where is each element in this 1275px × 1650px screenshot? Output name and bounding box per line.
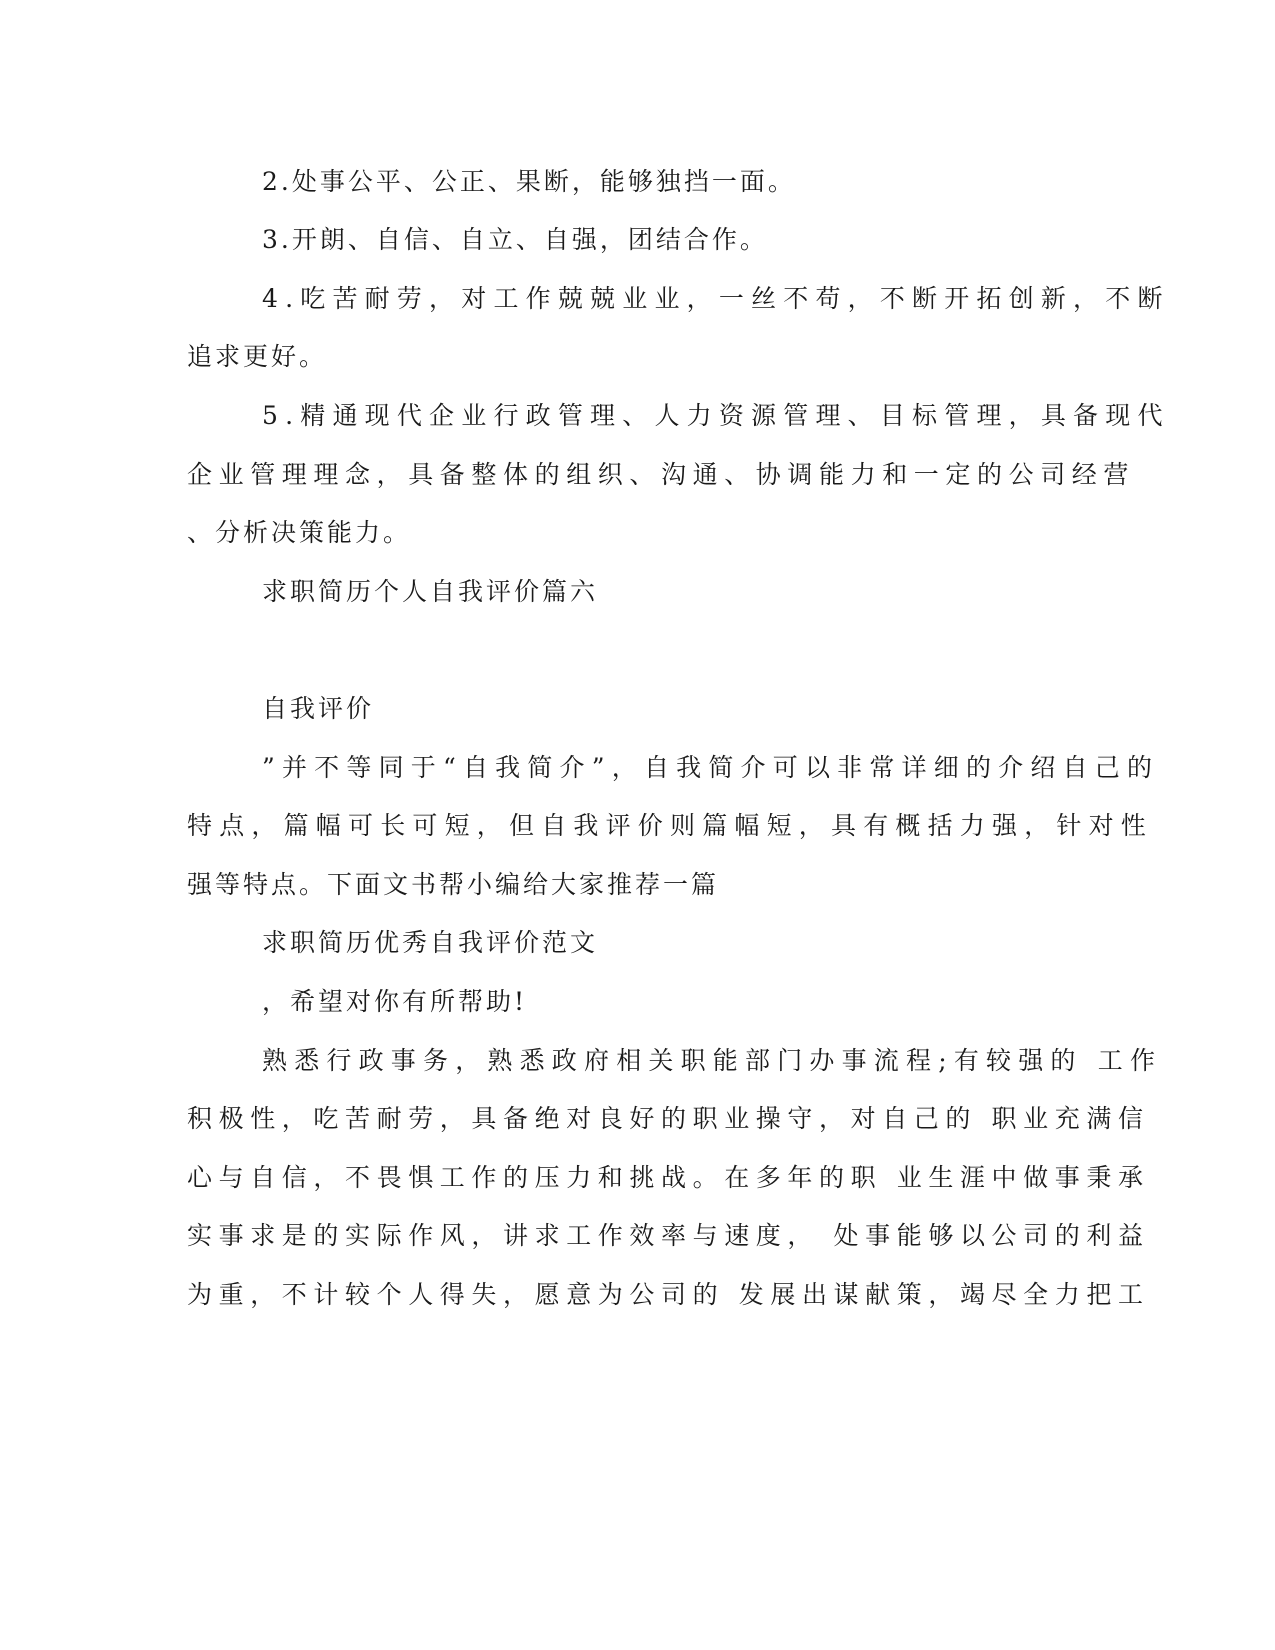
paragraph-line: 熟悉行政事务，熟悉政府相关职能部门办事流程;有较强的 工作 — [262, 1046, 1163, 1075]
subheading: 自我评价 — [262, 694, 375, 723]
paragraph-line: 心与自信，不畏惧工作的压力和挑战。在多年的职 业生涯中做事秉承 — [187, 1163, 1150, 1192]
section-heading: 求职简历个人自我评价篇六 — [262, 577, 599, 606]
paragraph-line: ，希望对你有所帮助! — [262, 987, 528, 1016]
list-item-3: 3.开朗、自信、自立、自强，团结合作。 — [262, 225, 768, 254]
list-item-4-line-2: 追求更好。 — [187, 342, 328, 371]
list-item-5-line-2: 企业管理理念，具备整体的组织、沟通、协调能力和一定的公司经营 — [187, 460, 1136, 489]
list-item-2: 2.处事公平、公正、果断，能够独挡一面。 — [262, 167, 796, 196]
paragraph-line: 实事求是的实际作风，讲求工作效率与速度， 处事能够以公司的利益 — [187, 1221, 1150, 1250]
paragraph-line: 特点，篇幅可长可短，但自我评价则篇幅短，具有概括力强，针对性 — [187, 811, 1154, 840]
paragraph-line: 强等特点。下面文书帮小编给大家推荐一篇 — [187, 870, 720, 899]
paragraph-line: 为重，不计较个人得失，愿意为公司的 发展出谋献策，竭尽全力把工 — [187, 1280, 1150, 1309]
paragraph-line: 求职简历优秀自我评价范文 — [262, 928, 599, 957]
list-item-4-line-1: 4.吃苦耐劳，对工作兢兢业业，一丝不苟，不断开拓创新，不断 — [262, 284, 1170, 313]
list-item-5-line-1: 5.精通现代企业行政管理、人力资源管理、目标管理，具备现代 — [262, 401, 1170, 430]
list-item-5-line-3: 、分析决策能力。 — [187, 518, 412, 547]
paragraph-line: ”并不等同于“自我简介”，自我简介可以非常详细的介绍自己的 — [262, 753, 1160, 782]
paragraph-line: 积极性，吃苦耐劳，具备绝对良好的职业操守，对自己的 职业充满信 — [187, 1104, 1150, 1133]
